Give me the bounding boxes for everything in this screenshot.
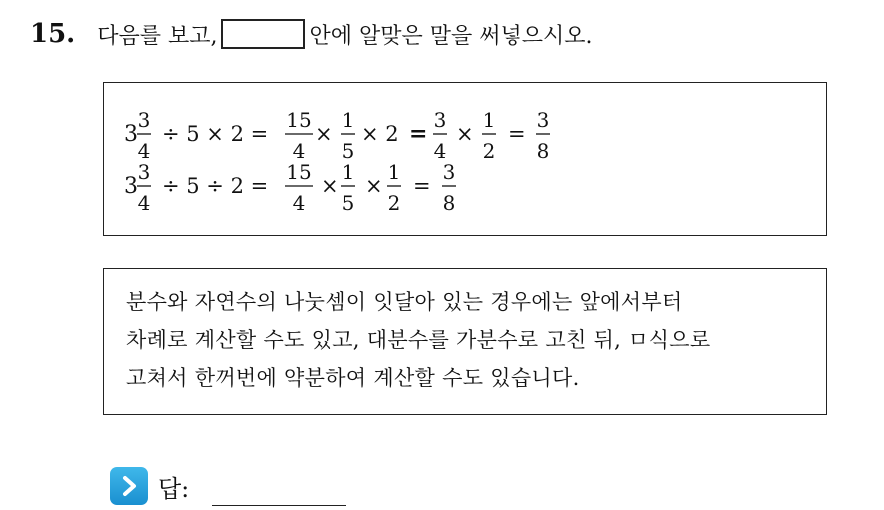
blank-box (221, 19, 305, 49)
explanation-line: 분수와 자연수의 나눗셈이 잇달아 있는 경우에는 앞에서부터 (126, 290, 683, 314)
times-two: × 2 (361, 122, 399, 146)
fraction-numerator: 1 (387, 160, 401, 184)
fraction-numerator: 3 (137, 108, 151, 132)
answer-row (110, 466, 189, 506)
equation-box (103, 82, 827, 236)
fraction-numerator: 3 (433, 108, 447, 132)
fraction-numerator: 3 (442, 160, 456, 184)
explanation-line: 차례로 계산할 수도 있고, 대분수를 가분수로 고친 뒤, ㅁ식으로 (126, 328, 711, 352)
answer-blank-line[interactable] (212, 505, 346, 506)
times-sign: × (365, 174, 383, 198)
mixed-whole: 3 (124, 122, 138, 147)
fraction-numerator: 15 (286, 108, 312, 132)
times-sign: × (456, 122, 474, 146)
fraction-denominator: 4 (137, 139, 151, 163)
question-text-before: 다음를 보고, (97, 23, 218, 49)
fraction-denominator: 4 (292, 191, 306, 215)
fraction-denominator: 8 (536, 139, 550, 163)
equals-sign: = (508, 122, 526, 146)
fraction-denominator: 2 (482, 139, 496, 163)
operators: ÷ 5 ÷ 2 = (162, 174, 269, 198)
fraction-numerator: 1 (341, 160, 355, 184)
times-sign: × (321, 174, 339, 198)
explanation-box (103, 268, 827, 415)
equals-sign: = (413, 174, 431, 198)
fraction-numerator: 1 (341, 108, 355, 132)
fraction-numerator: 1 (482, 108, 496, 132)
question-number: 15. (30, 19, 76, 49)
equation-line-1 (124, 108, 550, 163)
question-text-after: 안에 알맞은 말을 써넣으시오. (309, 23, 593, 49)
fraction-numerator: 3 (536, 108, 550, 132)
answer-label: 답: (158, 474, 190, 503)
times-sign: × (315, 122, 333, 146)
question-text (97, 19, 592, 50)
fraction-denominator: 4 (433, 139, 447, 163)
question-header (30, 14, 592, 54)
fraction-numerator: 15 (286, 160, 312, 184)
fraction-denominator: 4 (137, 191, 151, 215)
equations-svg (104, 83, 828, 237)
fraction-denominator: 5 (341, 139, 355, 163)
explanation-line: 고쳐서 한꺼번에 약분하여 계산할 수도 있습니다. (126, 366, 580, 390)
fraction-denominator: 5 (341, 191, 355, 215)
fraction-denominator: 2 (387, 191, 401, 215)
fraction-numerator: 3 (137, 160, 151, 184)
equals-sign: = (409, 121, 428, 147)
operators: ÷ 5 × 2 = (162, 122, 269, 146)
mixed-whole: 3 (124, 174, 138, 199)
equation-line-2 (124, 160, 456, 215)
chevron-right-icon (110, 467, 148, 505)
fraction-denominator: 4 (292, 139, 306, 163)
fraction-denominator: 8 (442, 191, 456, 215)
